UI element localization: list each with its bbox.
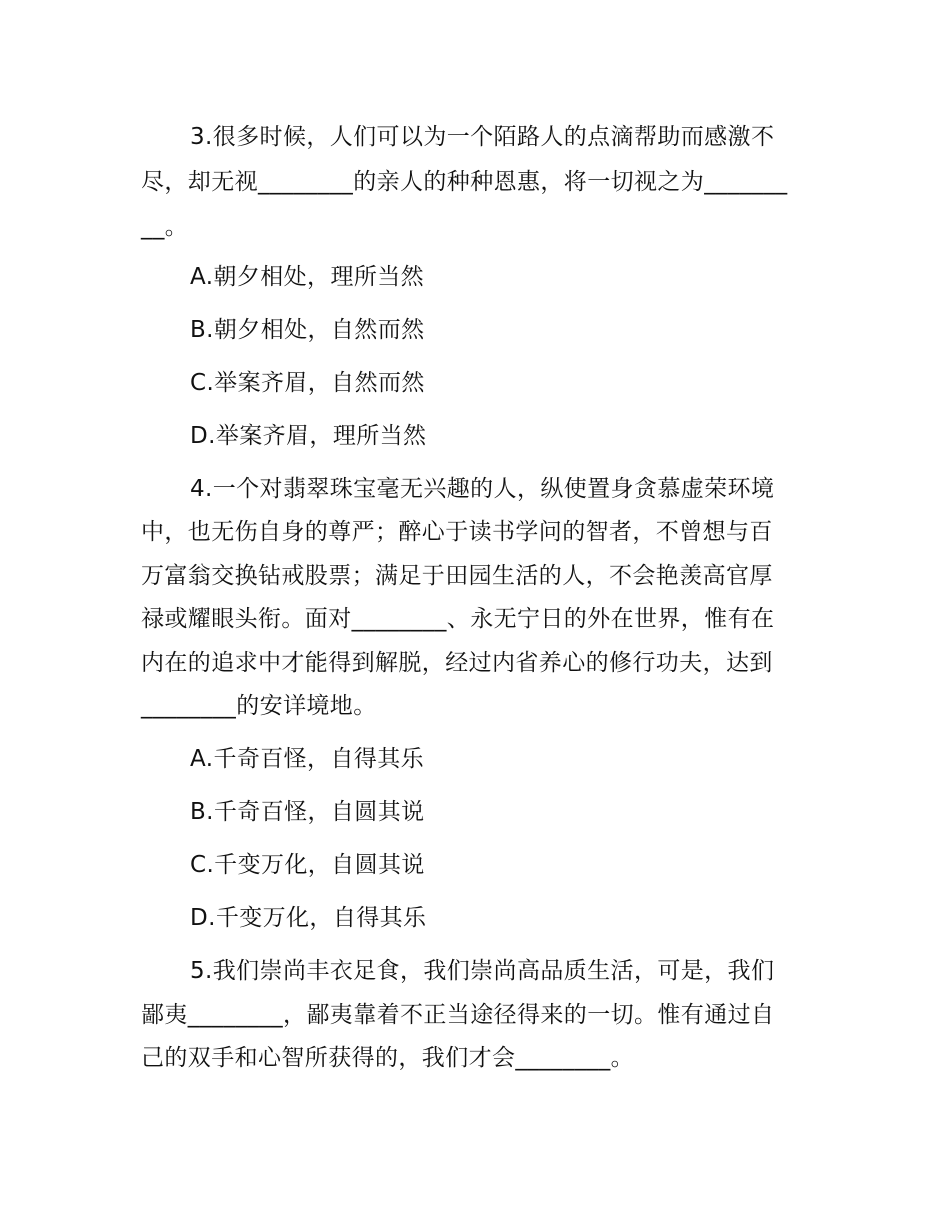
question-3-line-2: 尽，却无视________的亲人的种种恩惠，将一切视之为_______: [141, 169, 788, 195]
question-4-line-4: 禄或耀眼头衔。面对________、永无宁日的外在世界，惟有在: [141, 606, 775, 632]
question-5-line-3: 己的双手和心智所获得的，我们才会________。: [141, 1045, 634, 1071]
question-3-line-3: __。: [141, 214, 189, 240]
question-4-line-5: 内在的追求中才能得到解脱，经过内省养心的修行功夫，达到: [141, 650, 773, 676]
question-4-line-6: ________的安详境地。: [141, 693, 377, 719]
question-3-option-b: B.朝夕相处，自然而然: [190, 317, 425, 343]
question-3-option-c: C.举案齐眉，自然而然: [190, 370, 425, 396]
question-4-option-c: C.千变万化，自圆其说: [190, 852, 425, 878]
question-4-line-2: 中，也无伤自身的尊严；醉心于读书学问的智者，不曾想与百: [141, 519, 773, 545]
question-4-option-b: B.千奇百怪，自圆其说: [190, 799, 425, 825]
question-4-option-a: A.千奇百怪，自得其乐: [190, 746, 425, 772]
question-5-line-2: 鄙夷________，鄙夷靠着不正当途径得来的一切。惟有通过自: [141, 1002, 775, 1028]
question-4-line-1: 4.一个对翡翠珠宝毫无兴趣的人，纵使置身贪慕虚荣环境: [190, 476, 775, 502]
question-5-line-1: 5.我们崇尚丰衣足食，我们崇尚高品质生活，可是，我们: [190, 958, 775, 984]
question-4-line-3: 万富翁交换钻戒股票；满足于田园生活的人，不会艳羡高官厚: [141, 563, 773, 589]
question-4-option-d: D.千变万化，自得其乐: [190, 905, 427, 931]
question-3-option-d: D.举案齐眉，理所当然: [190, 423, 427, 449]
question-3-line-1: 3.很多时候，人们可以为一个陌路人的点滴帮助而感激不: [190, 124, 775, 150]
question-3-option-a: A.朝夕相处，理所当然: [190, 264, 425, 290]
